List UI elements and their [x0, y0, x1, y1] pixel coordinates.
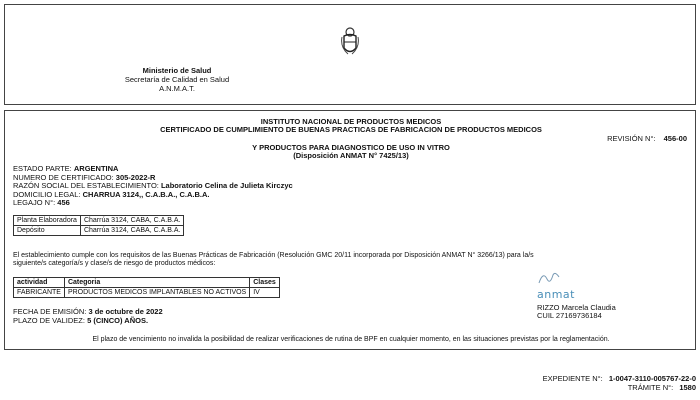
- tramite-label: TRÁMITE N°:: [627, 383, 674, 392]
- validity-label: PLAZO DE VALIDEZ:: [13, 316, 85, 325]
- disposition: (Disposición ANMAT N° 7425/13): [293, 151, 409, 160]
- signature-scribble: [537, 269, 561, 287]
- site-name: Planta Elaboradora: [14, 216, 81, 226]
- table-row: [14, 288, 280, 298]
- column-header: actividad: [14, 278, 65, 288]
- column-header: Clases: [250, 278, 280, 288]
- sites-table: [13, 215, 184, 236]
- emission-value: 3 de octubre de 2022: [88, 307, 163, 316]
- table-cell: PRODUCTOS MEDICOS IMPLANTABLES NO ACTIVOS: [64, 288, 249, 298]
- activity-table: [13, 277, 280, 298]
- site-address: Charrúa 3124, CABA, C.A.B.A.: [80, 226, 184, 236]
- field-numero-certificado: NUMERO DE CERTIFICADO: 305-2022-R: [13, 172, 156, 182]
- certificate-subtitle: Y PRODUCTOS PARA DIAGNOSTICO DE USO IN VITRO: [252, 143, 450, 152]
- certificate-title: CERTIFICADO DE CUMPLIMIENTO DE BUENAS PRACTICAS DE FABRICACION DE PRODUCTOS MEDICOS: [160, 125, 542, 134]
- certificate-box: [4, 110, 696, 350]
- institute-title: INSTITUTO NACIONAL DE PRODUCTOS MEDICOS: [260, 117, 442, 126]
- field-razon-social: RAZÓN SOCIAL DEL ESTABLECIMIENTO: Laboratorio Celina de Julieta Kirczyc: [13, 181, 293, 190]
- table-row: [14, 226, 184, 236]
- header-box: [4, 4, 696, 105]
- expediente-label: EXPEDIENTE N°:: [542, 374, 603, 383]
- validity-period: [13, 317, 148, 326]
- revision-value: 456-00: [663, 134, 687, 143]
- table-header-row: [14, 278, 280, 288]
- site-name: Depósito: [14, 226, 81, 236]
- agency-name: A.N.M.A.T.: [159, 84, 195, 93]
- table-row: [14, 216, 184, 226]
- compliance-line-2: siguiente/s categoría/s y clase/s de riesgo de productos médicos:: [13, 260, 216, 267]
- ministry-name: Ministerio de Salud: [142, 66, 212, 75]
- table-cell: FABRICANTE: [14, 288, 65, 298]
- signer-name: RIZZO Marcela Claudia: [537, 303, 616, 312]
- compliance-line-1: El establecimiento cumple con los requisitos de las Buenas Prácticas de Fabricación (Resolución GMC 20/11 incorporada por Disposición ANMAT N° 3266/13) para la/s: [13, 252, 534, 259]
- emission-label: FECHA DE EMISIÓN:: [13, 307, 87, 316]
- tramite: [628, 384, 696, 393]
- revision: [607, 135, 687, 144]
- table-cell: IV: [250, 288, 280, 298]
- validity-value: 5 (CINCO) AÑOS.: [87, 316, 149, 325]
- secretariat-name: Secretaría de Calidad en Salud: [124, 75, 230, 84]
- field-legajo: LEGAJO N°: 456: [13, 198, 70, 207]
- certificate-fields: [13, 165, 293, 208]
- site-address: Charrúa 3124, CABA, C.A.B.A.: [80, 216, 184, 226]
- revision-label: REVISIÓN N°:: [607, 134, 656, 143]
- field-estado-parte: ESTADO PARTE: ARGENTINA: [13, 164, 119, 173]
- signer-cuil: CUIL 27169736184: [537, 311, 602, 320]
- anmat-logo: anmat: [537, 288, 575, 301]
- footer-note: El plazo de vencimiento no invalida la posibilidad de realizar verificaciones de rutina de BPF en cualquier momento, en las situaciones previstas por la reglamentación.: [92, 336, 610, 343]
- coat-of-arms-icon: [340, 27, 360, 57]
- field-domicilio-legal: DOMICILIO LEGAL: CHARRUA 3124,, C.A.B.A., C.A.B.A.: [13, 189, 210, 199]
- tramite-value: 1580: [679, 383, 696, 392]
- expediente-value: 1-0047-3110-005767-22-0: [608, 374, 696, 383]
- column-header: Categoria: [64, 278, 249, 288]
